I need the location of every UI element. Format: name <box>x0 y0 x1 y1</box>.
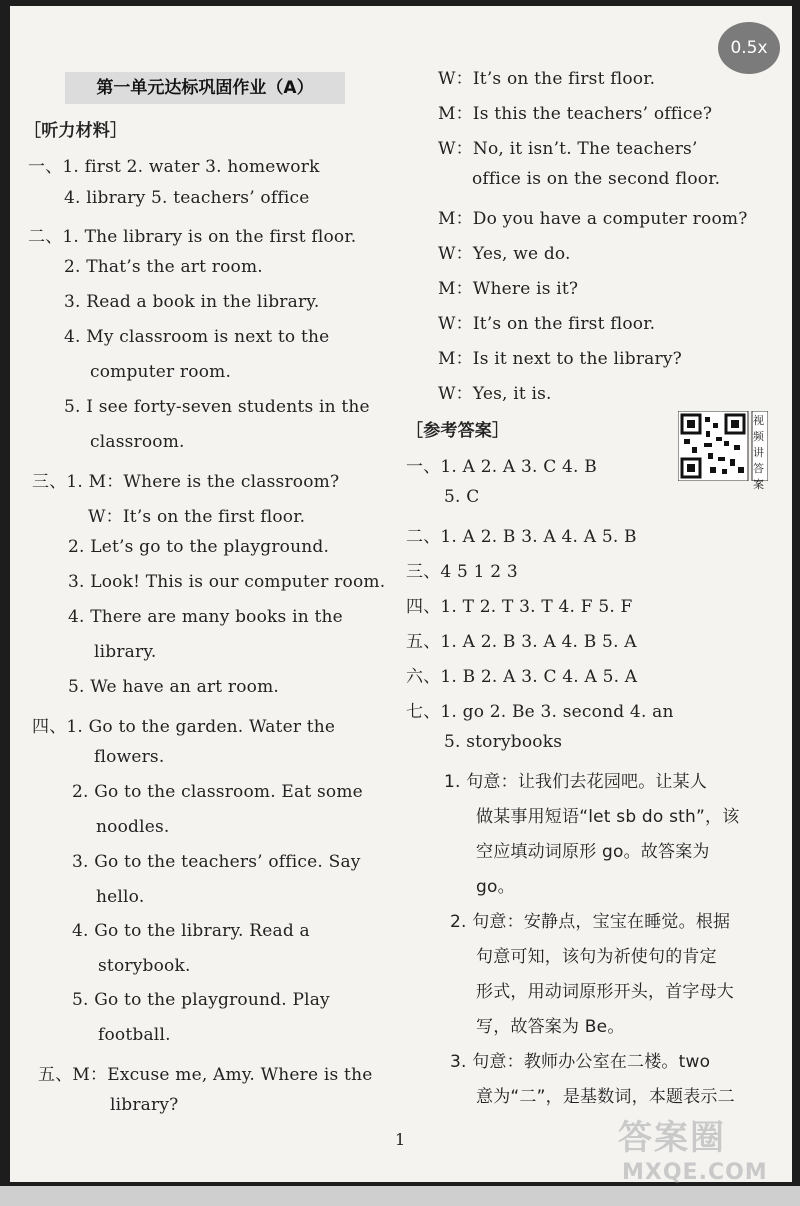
page-number: 1 <box>395 1130 406 1149</box>
text-line: football. <box>98 1025 171 1045</box>
qr-caption: 视频讲答案 <box>753 414 764 491</box>
text-line: 一、1. first 2. water 3. homework <box>28 157 320 177</box>
document-page <box>10 6 792 1182</box>
text-line: W：Yes, it is. <box>438 384 552 404</box>
text-line: 3. Look! This is our computer room. <box>68 572 386 592</box>
qr-code[interactable] <box>678 411 768 491</box>
text-line: 3. 句意：教师办公室在二楼。two <box>450 1052 711 1072</box>
text-line: noodles. <box>96 817 170 837</box>
text-line: 写，故答案为 Be。 <box>476 1017 625 1037</box>
listening-section-header: ［听力材料］ <box>24 121 128 141</box>
text-line: M：Do you have a computer room? <box>438 209 748 229</box>
text-line: 五、M：Excuse me, Amy. Where is the <box>38 1065 373 1085</box>
bottom-edge <box>0 1186 800 1206</box>
text-line: library? <box>110 1095 179 1115</box>
text-line: 3. Go to the teachers’ office. Say <box>72 852 361 872</box>
text-line: 5. We have an art room. <box>68 677 280 697</box>
text-line: 5. I see forty-seven students in the <box>64 397 370 417</box>
text-line: computer room. <box>90 362 232 382</box>
text-line: storybook. <box>98 956 191 976</box>
text-line: 5. C <box>444 487 480 507</box>
text-line: M：Is it next to the library? <box>438 349 682 369</box>
text-line: 一、1. A 2. A 3. C 4. B <box>406 457 597 477</box>
text-line: 4. Go to the library. Read a <box>72 921 310 941</box>
text-line: 六、1. B 2. A 3. C 4. A 5. A <box>406 667 638 687</box>
text-line: W：It’s on the first floor. <box>438 314 656 334</box>
text-line: 意为“二”，是基数词，本题表示二 <box>476 1087 735 1107</box>
watermark-logo: 答案圈 <box>618 1118 726 1158</box>
text-line: M：Is this the teachers’ office? <box>438 104 713 124</box>
text-line: M：Where is it? <box>438 279 579 299</box>
answers-section-header: ［参考答案］ <box>406 421 510 441</box>
text-line: 二、1. The library is on the first floor. <box>28 227 357 247</box>
text-line: 5. Go to the playground. Play <box>72 990 330 1010</box>
text-line: 4. There are many books in the <box>68 607 343 627</box>
page-title: 第一单元达标巩固作业（A） <box>65 72 345 104</box>
text-line: 四、1. T 2. T 3. T 4. F 5. F <box>406 597 633 617</box>
text-line: 句意可知，该句为祈使句的肯定 <box>476 947 717 967</box>
playback-speed-button[interactable]: 0.5x <box>718 22 780 74</box>
text-line: classroom. <box>90 432 185 452</box>
text-line: hello. <box>96 887 145 907</box>
text-line: 2. Go to the classroom. Eat some <box>72 782 363 802</box>
text-line: 2. Let’s go to the playground. <box>68 537 330 557</box>
text-line: 5. storybooks <box>444 732 563 752</box>
text-line: 做某事用短语“let sb do sth”，该 <box>476 807 740 827</box>
text-line: 四、1. Go to the garden. Water the <box>32 717 336 737</box>
text-line: W：It’s on the first floor. <box>438 69 656 89</box>
text-line: flowers. <box>94 747 165 767</box>
text-line: W：No, it isn’t. The teachers’ <box>438 139 698 159</box>
text-line: 五、1. A 2. B 3. A 4. B 5. A <box>406 632 637 652</box>
text-line: 形式，用动词原形开头，首字母大 <box>476 982 734 1002</box>
text-line: 二、1. A 2. B 3. A 4. A 5. B <box>406 527 637 547</box>
text-line: 空应填动词原形 go。故答案为 <box>476 842 710 862</box>
text-line: 2. That’s the art room. <box>64 257 263 277</box>
text-line: library. <box>94 642 157 662</box>
text-line: office is on the second floor. <box>472 169 721 189</box>
watermark-url: MXQE.COM <box>622 1160 768 1185</box>
text-line: 三、4 5 1 2 3 <box>406 562 518 582</box>
text-line: 七、1. go 2. Be 3. second 4. an <box>406 702 674 722</box>
text-line: W：It’s on the first floor. <box>88 507 306 527</box>
text-line: go。 <box>476 877 515 897</box>
text-line: 3. Read a book in the library. <box>64 292 320 312</box>
text-line: W：Yes, we do. <box>438 244 571 264</box>
text-line: 三、1. M：Where is the classroom? <box>32 472 340 492</box>
text-line: 4. My classroom is next to the <box>64 327 330 347</box>
text-line: 4. library 5. teachers’ office <box>64 188 310 208</box>
text-line: 2. 句意：安静点，宝宝在睡觉。根据 <box>450 912 731 932</box>
text-line: 1. 句意：让我们去花园吧。让某人 <box>444 772 708 792</box>
